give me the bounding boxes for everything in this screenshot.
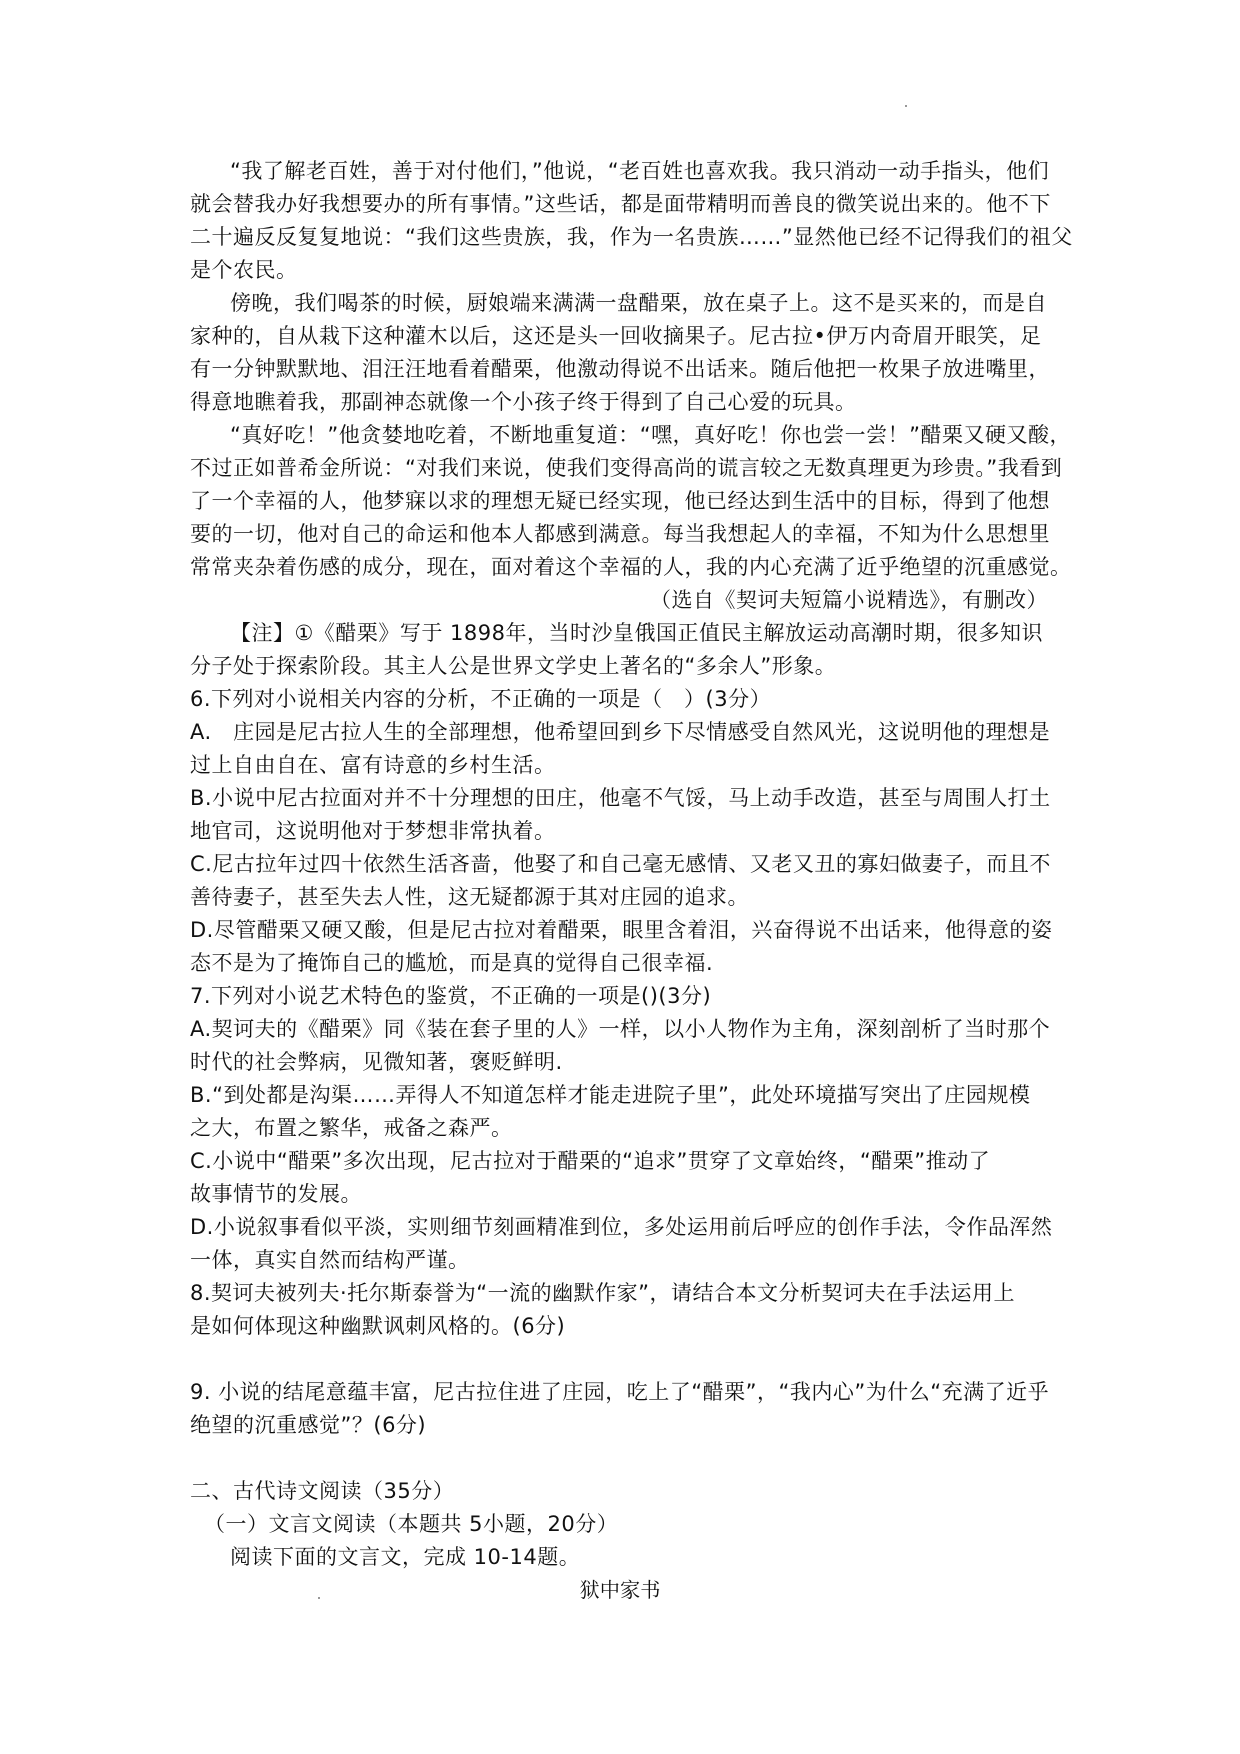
story-line: “真好吃！”他贪婪地吃着，不断地重复道：“嘿，真好吃！你也尝一尝！”醋栗又硬又酸， — [230, 423, 1072, 447]
question-8-line: 是如何体现这种幽默讽刺风格的。(6分) — [190, 1314, 566, 1338]
question-6-option: 过上自由自在、富有诗意的乡村生活。 — [190, 753, 556, 777]
reading-instruction: 阅读下面的文言文，完成 10-14题。 — [230, 1545, 581, 1569]
question-7-option: 时代的社会弊病，见微知著，褒贬鲜明. — [190, 1050, 563, 1074]
question-6-option: B.小说中尼古拉面对并不十分理想的田庄，他毫不气馁，马上动手改造，甚至与周围人打土 — [190, 786, 1051, 810]
source-citation: （选自《契诃夫短篇小说精选》，有删改） — [650, 588, 1048, 612]
story-line: 常常夹杂着伤感的成分，现在，面对着这个幸福的人，我的内心充满了近乎绝望的沉重感觉。 — [190, 555, 1072, 579]
question-7-option: 一体，真实自然而结构严谨。 — [190, 1248, 470, 1272]
question-7-option: D.小说叙事看似平淡，实则细节刻画精准到位，多处运用前后呼应的创作手法，令作品浑然 — [190, 1215, 1053, 1239]
question-6-stem: 6.下列对小说相关内容的分析，不正确的一项是（ ）(3分） — [190, 687, 772, 711]
subsection-heading: （一）文言文阅读（本题共 5小题，20分） — [204, 1512, 619, 1536]
question-7-stem: 7.下列对小说艺术特色的鉴赏，不正确的一项是()(3分) — [190, 984, 712, 1008]
story-line: 家种的，自从栽下这种灌木以后，这还是头一回收摘果子。尼古拉•伊万内奇眉开眼笑，足 — [190, 324, 1042, 348]
question-7-option: B.“到处都是沟渠……弄得人不知道怎样才能走进院子里”，此处环境描写突出了庄园规模 — [190, 1083, 1031, 1107]
question-8-line: 8.契诃夫被列夫·托尔斯泰誉为“一流的幽默作家”，请结合本文分析契诃夫在手法运用上 — [190, 1281, 1015, 1305]
story-line: 了一个幸福的人，他梦寐以求的理想无疑已经实现，他已经达到生活中的目标，得到了他想 — [190, 489, 1050, 513]
story-line: 得意地瞧着我，那副神态就像一个小孩子终于得到了自己心爱的玩具。 — [190, 390, 857, 414]
question-6-option: C.尼古拉年过四十依然生活吝啬，他娶了和自己毫无感情、又老又丑的寡妇做妻子，而且不 — [190, 852, 1051, 876]
note-line: 分子处于探索阶段。其主人公是世界文学史上著名的“多余人”形象。 — [190, 654, 837, 678]
question-6-option: 地官司，这说明他对于梦想非常执着。 — [190, 819, 556, 843]
question-6-option: A. 庄园是尼古拉人生的全部理想，他希望回到乡下尽情感受自然风光，这说明他的理想是 — [190, 720, 1051, 744]
story-line: 傍晚，我们喝茶的时候，厨娘端来满满一盘醋栗，放在桌子上。这不是买来的，而是自 — [230, 291, 1047, 315]
story-line: 有一分钟默默地、泪汪汪地看着醋栗，他激动得说不出话来。随后他把一枚果子放进嘴里， — [190, 357, 1050, 381]
question-6-option: D.尽管醋栗又硬又酸，但是尼古拉对着醋栗，眼里含着泪，兴奋得说不出话来，他得意的姿 — [190, 918, 1053, 942]
question-7-option: 之大，布置之繁华，戒备之森严。 — [190, 1116, 513, 1140]
story-line: 要的一切，他对自己的命运和他本人都感到满意。每当我想起人的幸福，不知为什么思想里 — [190, 522, 1050, 546]
story-line: 不过正如普希金所说：“对我们来说，使我们变得高尚的谎言较之无数真理更为珍贵。”我看到 — [190, 456, 1063, 480]
story-line: 就会替我办好我想要办的所有事情。”这些话，都是面带精明而善良的微笑说出来的。他不下 — [190, 192, 1051, 216]
story-line: 二十遍反反复复地说：“我们这些贵族，我，作为一名贵族……”显然他已经不记得我们的祖父 — [190, 225, 1073, 249]
passage-title: 狱中家书 — [579, 1578, 661, 1602]
story-line: “我了解老百姓，善于对付他们，”他说，“老百姓也喜欢我。我只消动一动手指头，他们 — [230, 159, 1050, 183]
question-6-option: 善待妻子，甚至失去人性，这无疑都源于其对庄园的追求。 — [190, 885, 749, 909]
question-6-option: 态不是为了掩饰自己的尴尬，而是真的觉得自己很幸福. — [190, 951, 714, 975]
scan-speck — [905, 105, 907, 107]
question-7-option: C.小说中“醋栗”多次出现，尼古拉对于醋栗的“追求”贯穿了文章始终，“醋栗”推动了 — [190, 1149, 991, 1173]
note-line: 【注】①《醋栗》写于 1898年，当时沙皇俄国正值民主解放运动高潮时期，很多知识 — [230, 621, 1043, 645]
story-line: 是个农民。 — [190, 258, 298, 282]
question-7-option: A.契诃夫的《醋栗》同《装在套子里的人》一样，以小人物作为主角，深刻剖析了当时那个 — [190, 1017, 1051, 1041]
question-9-line: 9. 小说的结尾意蕴丰富，尼古拉住进了庄园，吃上了“醋栗”，“我内心”为什么“充满了近乎 — [190, 1380, 1050, 1404]
section-heading: 二、古代诗文阅读（35分） — [190, 1479, 455, 1503]
question-9-line: 绝望的沉重感觉”？(6分) — [190, 1413, 427, 1437]
question-7-option: 故事情节的发展。 — [190, 1182, 362, 1206]
